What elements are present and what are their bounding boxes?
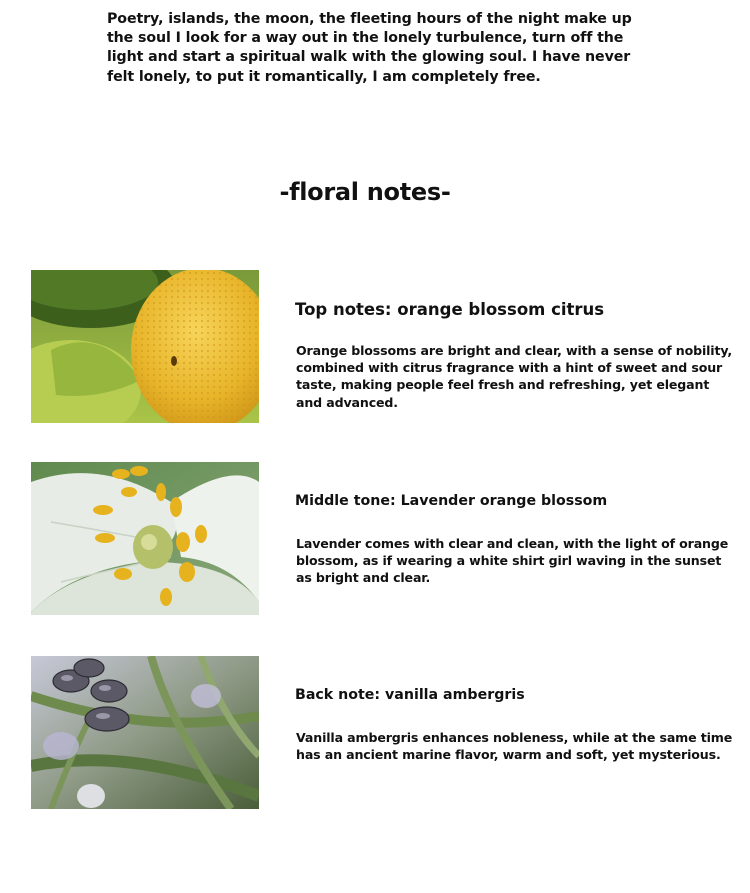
section-title: -floral notes-: [279, 178, 451, 206]
note-description-top: Orange blossoms are bright and clear, with a sense of nobility, combined with citrus fragrance with a hint of sweet and sour taste, making people feel fresh and refreshing, yet elegant and advanced.: [296, 343, 733, 410]
intro-paragraph: Poetry, islands, the moon, the fleeting hours of the night make up the soul I look for a way out in the lonely turbulence, turn off the light and start a spiritual walk with the glowing soul. I have never felt lonely, to put it romantically, I am completely free.: [107, 11, 632, 85]
orange-citrus-photo-icon: [31, 270, 259, 423]
note-title-top: Top notes: orange blossom citrus: [295, 300, 605, 319]
lavender-sprig-photo-icon: [31, 656, 259, 809]
note-title-middle: Middle tone: Lavender orange blossom: [295, 493, 608, 509]
note-title-back: Back note: vanilla ambergris: [295, 687, 525, 703]
white-blossom-photo-icon: [31, 462, 259, 615]
note-description-back: Vanilla ambergris enhances nobleness, while at the same time has an ancient marine flavor, warm and soft, yet mysterious.: [296, 730, 733, 763]
note-description-middle: Lavender comes with clear and clean, with the light of orange blossom, as if wearing a white shirt girl waving in the sunset as bright and clear.: [296, 536, 729, 586]
